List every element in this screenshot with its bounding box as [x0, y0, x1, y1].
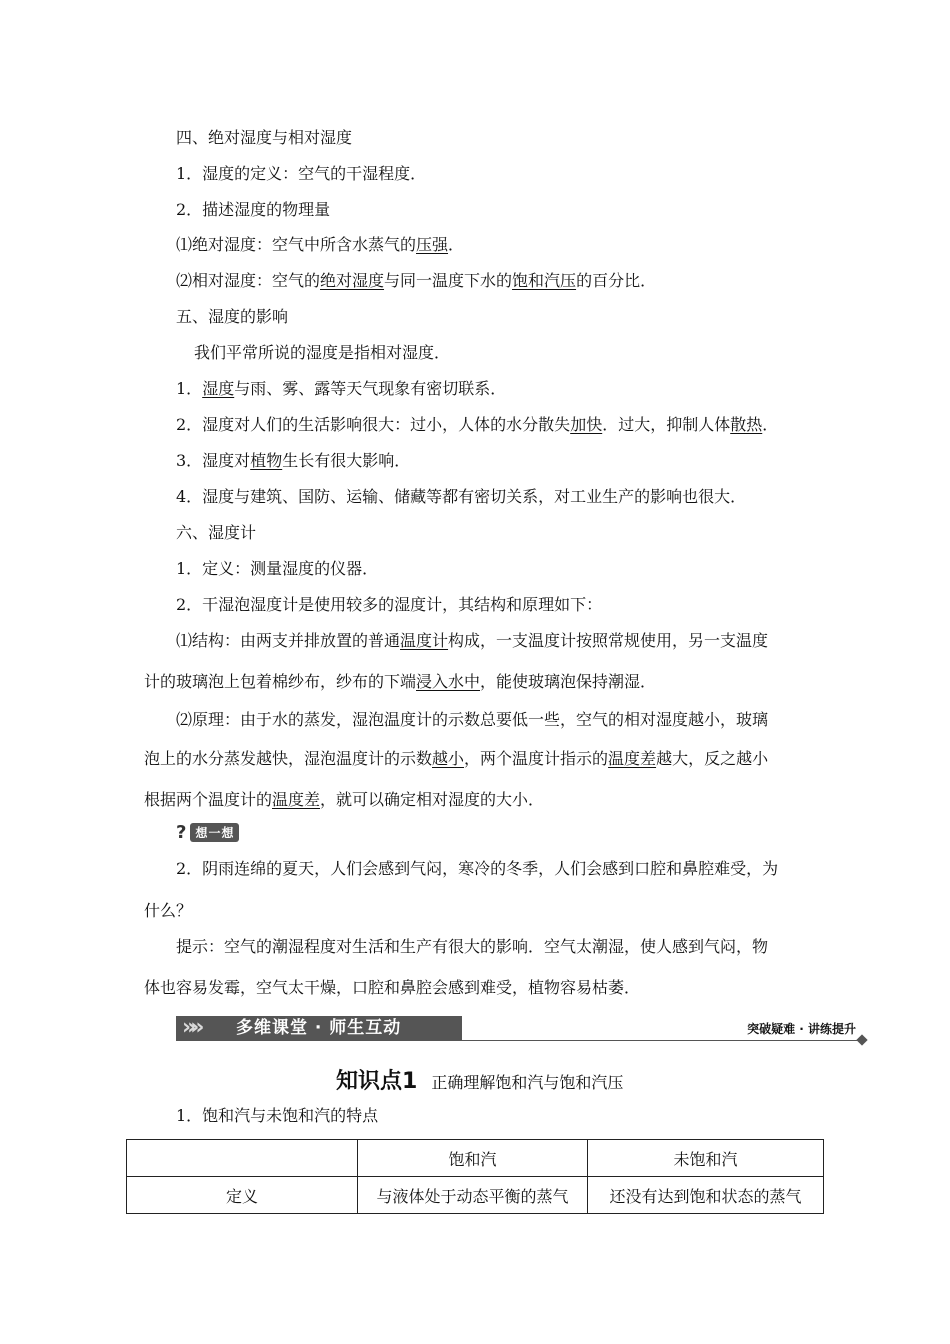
effect-plants — [176, 451, 410, 471]
knowledge-point-subtitle: 正确理解饱和汽与饱和汽压 — [431, 1073, 624, 1092]
section-heading-4: 四、绝对湿度与相对湿度 — [176, 128, 353, 147]
table-cell: 未饱和汽 — [588, 1140, 824, 1177]
diamond-icon — [856, 1034, 867, 1045]
text: ，就可以确定相对湿度的大小． — [320, 790, 545, 809]
banner-subtitle: 突破疑难 · 讲练提升 — [747, 1022, 856, 1036]
text: ． — [762, 415, 779, 434]
table-cell: 还没有达到饱和状态的蒸气 — [588, 1177, 824, 1214]
underlined-term: 温度差 — [608, 749, 657, 768]
banner-rule — [176, 1040, 860, 1041]
table-cell — [127, 1140, 358, 1177]
text: ⑵相对湿度：空气的 — [176, 271, 321, 290]
effect-life — [176, 415, 778, 435]
underlined-term: 压强 — [416, 235, 449, 254]
hygrometer-intro: 2．干湿泡湿度计是使用较多的湿度计，其结构和原理如下： — [176, 595, 603, 614]
text: 构成，一支温度计按照常规使用，另一支温度 — [448, 631, 769, 650]
answer-line-1: 提示：空气的潮湿程度对生活和生产有很大的影响．空气太潮湿，使人感到气闷，物 — [176, 937, 769, 956]
banner-title: 多维课堂 · 师生互动 — [236, 1018, 402, 1038]
knowledge-point-heading — [336, 1064, 623, 1095]
text: 3．湿度对 — [176, 451, 251, 470]
principle-line-3 — [144, 790, 544, 810]
hygrometer-definition: 1．定义：测量湿度的仪器． — [176, 559, 379, 578]
text: ⑴绝对湿度：空气中所含水蒸气的 — [176, 235, 417, 254]
table-cell: 饱和汽 — [358, 1140, 588, 1177]
underlined-term: 饱和汽压 — [512, 271, 577, 290]
text: 与雨、雾、露等天气现象有密切联系． — [234, 379, 507, 398]
comparison-table — [126, 1139, 824, 1214]
underlined-term: 散热 — [730, 415, 763, 434]
text: ． — [448, 235, 465, 254]
text: 与同一温度下水的 — [384, 271, 513, 290]
underlined-term: 加快 — [570, 415, 603, 434]
table-cell: 定义 — [127, 1177, 358, 1214]
humidity-definition: 1．湿度的定义：空气的干湿程度． — [176, 164, 427, 183]
table-row — [127, 1177, 824, 1214]
text: 根据两个温度计的 — [144, 790, 273, 809]
text: ，能使玻璃泡保持潮湿． — [480, 672, 657, 691]
text: 计的玻璃泡上包着棉纱布，纱布的下端 — [144, 672, 417, 691]
structure-line-2 — [144, 672, 656, 692]
text: ．过大，抑制人体 — [602, 415, 731, 434]
section-heading-6: 六、湿度计 — [176, 523, 257, 542]
answer-line-2: 体也容易发霉，空气太干燥，口腔和鼻腔会感到难受，植物容易枯萎． — [144, 978, 641, 997]
underlined-term: 植物 — [250, 451, 283, 470]
question-icon: ? — [176, 821, 187, 843]
table-header-row — [127, 1140, 824, 1177]
humidity-intro: 我们平常所说的湿度是指相对湿度． — [194, 343, 451, 362]
section-heading-5: 五、湿度的影响 — [176, 307, 289, 326]
underlined-term: 浸入水中 — [416, 672, 481, 691]
think-marker — [176, 822, 239, 842]
table-intro: 1．饱和汽与未饱和汽的特点 — [176, 1106, 379, 1125]
table-cell: 与液体处于动态平衡的蒸气 — [358, 1177, 588, 1214]
underlined-term: 绝对湿度 — [320, 271, 385, 290]
text: ⑴结构：由两支并排放置的普通 — [176, 631, 401, 650]
question-line-1: 2．阴雨连绵的夏天，人们会感到气闷，寒冷的冬季，人们会感到口腔和鼻腔难受，为 — [176, 859, 779, 878]
chevron-icon: »» — [182, 1015, 199, 1040]
knowledge-point-title: 知识点1 — [336, 1069, 418, 1094]
underlined-term: 温度差 — [272, 790, 321, 809]
absolute-humidity — [176, 235, 464, 255]
text: 1． — [176, 379, 203, 398]
text: 生长有很大影响． — [282, 451, 411, 470]
underlined-term: 温度计 — [400, 631, 449, 650]
think-label: 想一想 — [190, 823, 239, 842]
structure-line-1 — [176, 631, 768, 651]
effect-weather — [176, 379, 506, 399]
effect-industry: 4．湿度与建筑、国防、运输、储藏等都有密切关系，对工业生产的影响也很大． — [176, 487, 747, 506]
question-line-2: 什么？ — [144, 901, 193, 920]
principle-line-2 — [144, 749, 768, 769]
text: 越大，反之越小 — [656, 749, 769, 768]
relative-humidity — [176, 271, 656, 291]
humidity-quantities: 2．描述湿度的物理量 — [176, 200, 331, 219]
section-banner — [176, 1016, 866, 1042]
text: ，两个温度计指示的 — [464, 749, 609, 768]
underlined-term: 越小 — [432, 749, 465, 768]
text: 的百分比． — [576, 271, 657, 290]
text: 2．湿度对人们的生活影响很大：过小，人体的水分散失 — [176, 415, 571, 434]
underlined-term: 湿度 — [202, 379, 235, 398]
principle-line-1: ⑵原理：由于水的蒸发，湿泡温度计的示数总要低一些，空气的相对湿度越小，玻璃 — [176, 710, 769, 729]
text: 泡上的水分蒸发越快，湿泡温度计的示数 — [144, 749, 433, 768]
